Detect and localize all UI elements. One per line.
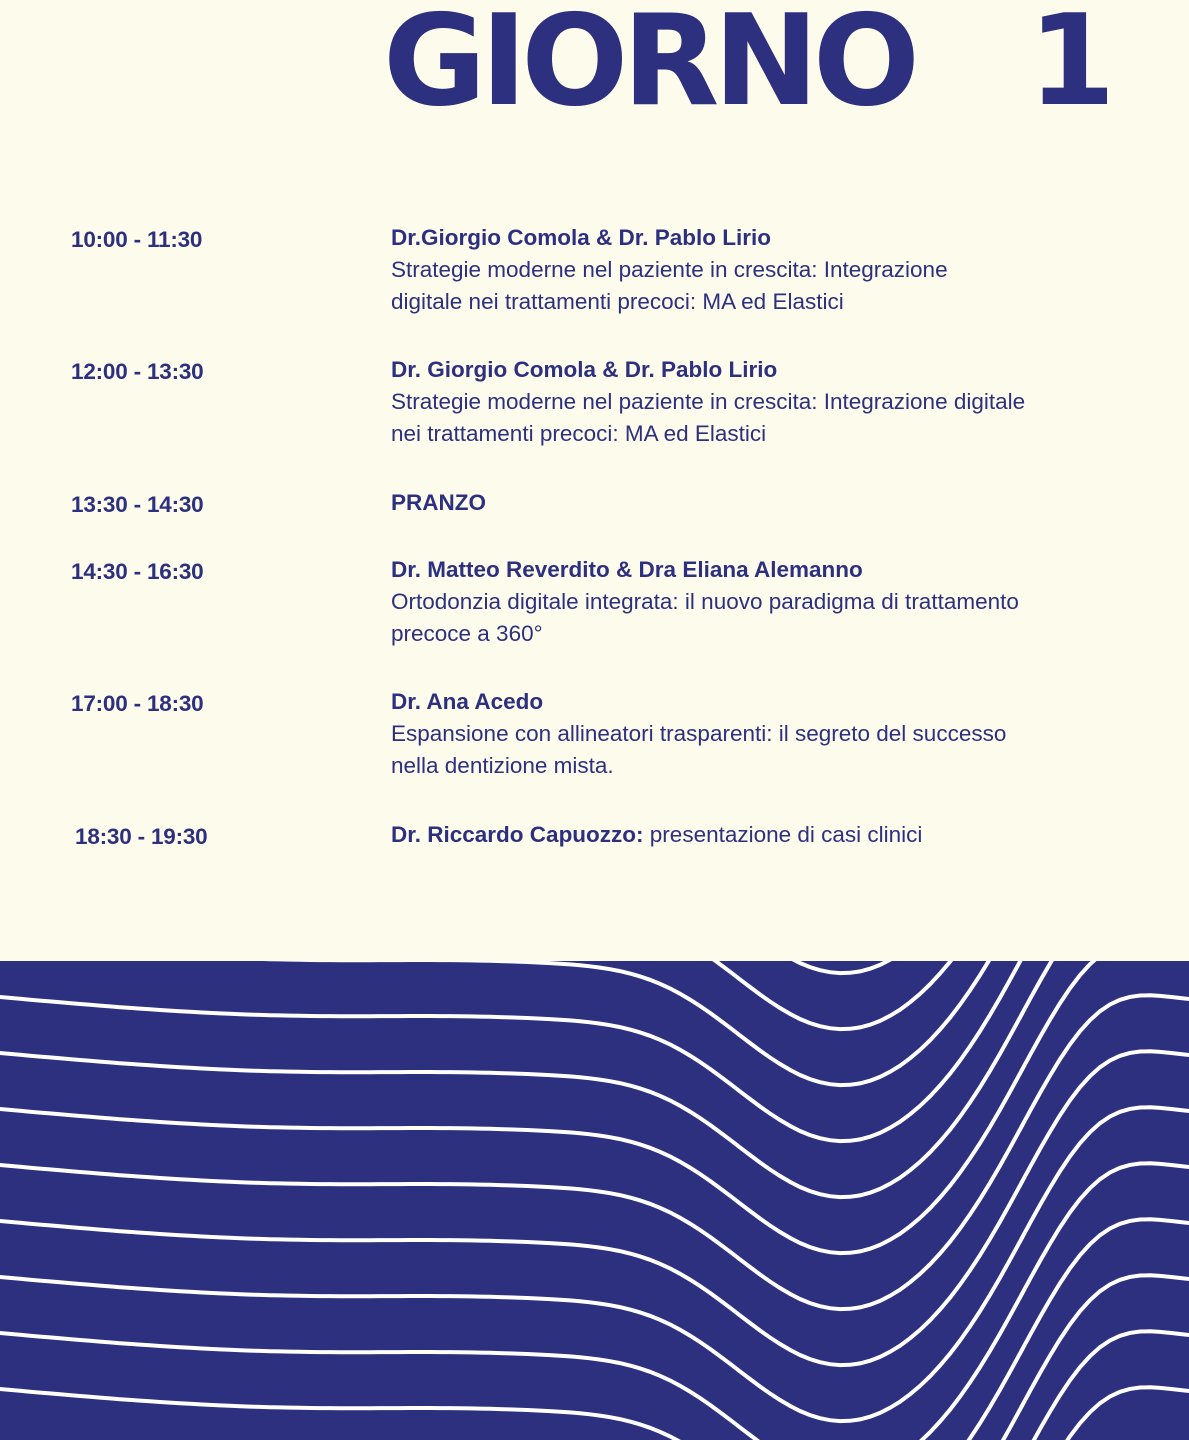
session-speaker-line: [391, 819, 1151, 851]
session-time: 18:30 - 19:30: [75, 824, 208, 849]
session-topic-inline: presentazione di casi clinici: [643, 822, 923, 847]
session-time: 12:00 - 13:30: [71, 359, 204, 384]
wave-line: [0, 961, 1189, 1197]
wave-pattern: [0, 961, 1189, 1440]
wave-lines-graphic: [0, 961, 1189, 1440]
session-content: [391, 222, 1151, 318]
session-content: [391, 819, 1151, 851]
session-topic-line: Espansione con allineatori trasparenti: il segreto del successo: [391, 721, 1007, 746]
day-number: 1: [1028, 0, 1110, 134]
session-time: 10:00 - 11:30: [71, 227, 203, 252]
wave-line: [0, 961, 1189, 1253]
wave-line: [0, 961, 1189, 1029]
session-time: 14:30 - 16:30: [71, 559, 204, 584]
wave-line: [0, 1219, 1189, 1440]
session-speaker: Dr.Giorgio Comola & Dr. Pablo Lirio: [391, 225, 772, 250]
session-speaker: Dr. Matteo Reverdito & Dra Eliana Alemanno: [391, 557, 863, 582]
session-time: 17:00 - 18:30: [71, 691, 204, 716]
session-topic-line: nei trattamenti precoci: MA ed Elastici: [391, 421, 767, 446]
session-topic-line: nella dentizione mista.: [391, 753, 614, 778]
session-content: [391, 554, 1151, 650]
session-speaker: Dr. Ana Acedo: [391, 689, 544, 714]
session-content: [391, 487, 1151, 519]
session-topic-line: precoce a 360°: [391, 621, 543, 646]
session-speaker: Dr. Giorgio Comola & Dr. Pablo Lirio: [391, 357, 778, 382]
session-topic-line: Strategie moderne nel paziente in crescita: Integrazione digitale: [391, 389, 1026, 414]
wave-line: [0, 961, 1189, 1141]
session-time: 13:30 - 14:30: [71, 492, 204, 517]
title-word: GIORNO: [383, 0, 914, 134]
session-topic-line: digitale nei trattamenti precoci: MA ed Elastici: [391, 289, 844, 314]
session-content: [391, 354, 1151, 450]
session-content: [391, 686, 1151, 782]
lunch-break-label: PRANZO: [391, 490, 486, 515]
session-speaker: Dr. Riccardo Capuozzo:: [391, 822, 644, 847]
session-topic-line: Ortodonzia digitale integrata: il nuovo paradigma di trattamento: [391, 589, 1019, 614]
session-topic-line: Strategie moderne nel paziente in crescita: Integrazione: [391, 257, 948, 282]
page-title: [383, 0, 1110, 136]
